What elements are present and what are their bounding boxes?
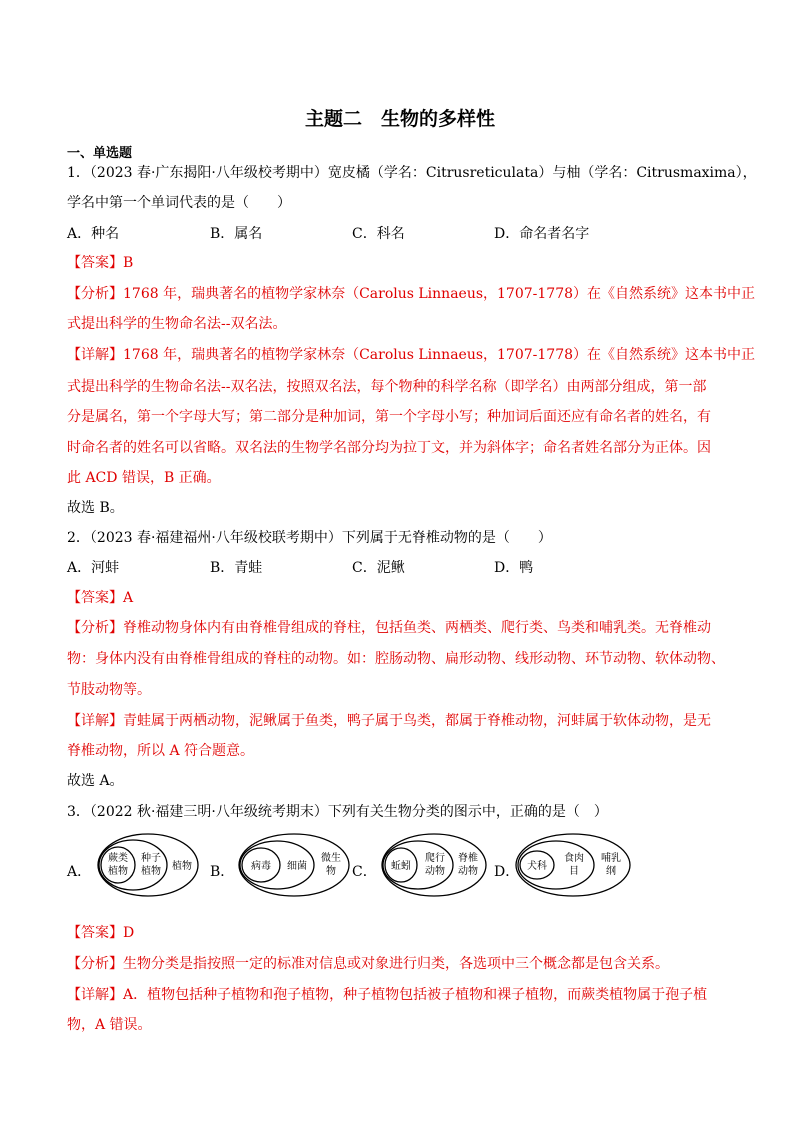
q1-option-c: C．科名 <box>352 226 405 242</box>
diagram-a-outer-label: 植物 <box>172 861 192 872</box>
q2-option-b: B．青蛙 <box>210 560 263 576</box>
q1-option-b: B．属名 <box>210 226 263 242</box>
q3-option-a: A． <box>67 864 92 880</box>
q2-detail-line-1: 【详解】青蛙属于两栖动物，泥鳅属于鱼类，鸭子属于鸟类，都属于脊椎动物，河蚌属于软体动物，是无 <box>67 713 711 729</box>
diagram-c-middle-line-2: 动物 <box>425 866 445 877</box>
q1-option-a: A．种名 <box>67 226 120 242</box>
diagram-b-inner-label: 病毒 <box>251 861 271 872</box>
diagram-a-inner-line-1: 蕨类 <box>108 853 128 864</box>
q1-detail-line-5: 此 ACD 错误，B 正确。 <box>67 470 221 486</box>
diagram-b-outer-line-2: 物 <box>326 866 336 877</box>
q2-analysis-line-2: 物：身体内没有由脊椎骨组成的脊柱的动物。如：腔肠动物、扁形动物、线形动物、环节动物、软体动物、 <box>67 651 725 667</box>
diagram-a-inner-line-2: 植物 <box>108 866 128 877</box>
q3-analysis-line-1: 【分析】生物分类是指按照一定的标准对信息或对象进行归类，各选项中三个概念都是包含关系。 <box>67 956 669 972</box>
q3-option-c: C． <box>352 864 377 880</box>
diagram-d-inner-label: 犬科 <box>527 861 547 872</box>
diagram-d-middle-line-2: 目 <box>569 866 579 877</box>
q1-detail-line-1: 【详解】1768 年，瑞典著名的植物学家林奈（Carolus Linnaeus，1707-1778）在《自然系统》这本书中正 <box>67 347 756 363</box>
page-title: 主题二 生物的多样性 <box>304 108 495 130</box>
diagram-d-outer-line-1: 哺乳 <box>601 853 621 864</box>
q1-stem-line-1: 1．（2023 春·广东揭阳·八年级校考期中）宽皮橘（学名：Citrusreticulata）与柚（学名：Citrusmaxima）， <box>67 165 757 181</box>
q2-option-a: A．河蚌 <box>67 560 120 576</box>
diagram-d-outer-line-2: 纲 <box>606 866 616 877</box>
q1-answer: 【答案】B <box>67 255 134 271</box>
q3-diagram-a <box>96 832 200 902</box>
q1-detail-line-3: 分是属名，第一个字母大写；第二部分是种加词，第一个字母小写；种加词后面还应有命名者的姓名，有 <box>67 409 711 425</box>
q3-diagram-c <box>380 832 488 902</box>
q3-detail-line-2: 物，A 错误。 <box>67 1017 152 1033</box>
q3-option-d: D． <box>494 864 520 880</box>
diagram-c-inner-label: 蚯蚓 <box>391 861 411 872</box>
diagram-a-middle-line-1: 种子 <box>141 853 161 864</box>
q1-option-d: D．命名者名字 <box>494 226 590 242</box>
q2-conclusion: 故选 A。 <box>67 773 124 789</box>
section-heading: 一、单选题 <box>67 146 133 161</box>
diagram-a-middle-line-2: 植物 <box>141 866 161 877</box>
q3-diagram-d <box>514 832 632 902</box>
diagram-d-middle-line-1: 食肉 <box>564 853 584 864</box>
q3-stem: 3．（2022 秋·福建三明·八年级统考期末）下列有关生物分类的图示中，正确的是（ ） <box>67 804 608 820</box>
q1-detail-line-2: 式提出科学的生物命名法--双名法，按照双名法，每个物种的科学名称（即学名）由两部分组成，第一部 <box>67 379 707 395</box>
q1-conclusion: 故选 B。 <box>67 500 124 516</box>
diagram-c-outer-line-2: 动物 <box>458 866 478 877</box>
q3-detail-line-1: 【详解】A．植物包括种子植物和孢子植物，种子植物包括被子植物和裸子植物，而蕨类植物属于孢子植 <box>67 987 708 1003</box>
q2-analysis-line-3: 节肢动物等。 <box>67 682 151 698</box>
q1-detail-line-4: 时命名者的姓名可以省略。双名法的生物学名部分均为拉丁文，并为斜体字；命名者姓名部分为正体。因 <box>67 440 711 456</box>
diagram-c-outer-line-1: 脊椎 <box>458 853 478 864</box>
diagram-b-outer-line-1: 微生 <box>321 853 341 864</box>
q1-analysis-line-1: 【分析】1768 年，瑞典著名的植物学家林奈（Carolus Linnaeus，1707-1778）在《自然系统》这本书中正 <box>67 286 756 302</box>
q2-option-c: C．泥鳅 <box>352 560 405 576</box>
q1-stem-line-2: 学名中第一个单词代表的是（ ） <box>67 195 291 211</box>
q2-detail-line-2: 脊椎动物，所以 A 符合题意。 <box>67 743 255 759</box>
diagram-b-middle-label: 细菌 <box>287 861 307 872</box>
q2-analysis-line-1: 【分析】脊椎动物身体内有由脊椎骨组成的脊柱，包括鱼类、两栖类、爬行类、鸟类和哺乳类。无脊椎动 <box>67 620 711 636</box>
diagram-c-middle-line-1: 爬行 <box>425 853 445 864</box>
q3-diagram-b <box>237 832 351 902</box>
q2-stem: 2．（2023 春·福建福州·八年级校联考期中）下列属于无脊椎动物的是（ ） <box>67 530 552 546</box>
q3-answer: 【答案】D <box>67 925 135 941</box>
q2-answer: 【答案】A <box>67 590 134 606</box>
q2-option-d: D．鸭 <box>494 560 534 576</box>
q3-option-b: B． <box>210 864 235 880</box>
q1-analysis-line-2: 式提出科学的生物命名法--双名法。 <box>67 316 287 332</box>
